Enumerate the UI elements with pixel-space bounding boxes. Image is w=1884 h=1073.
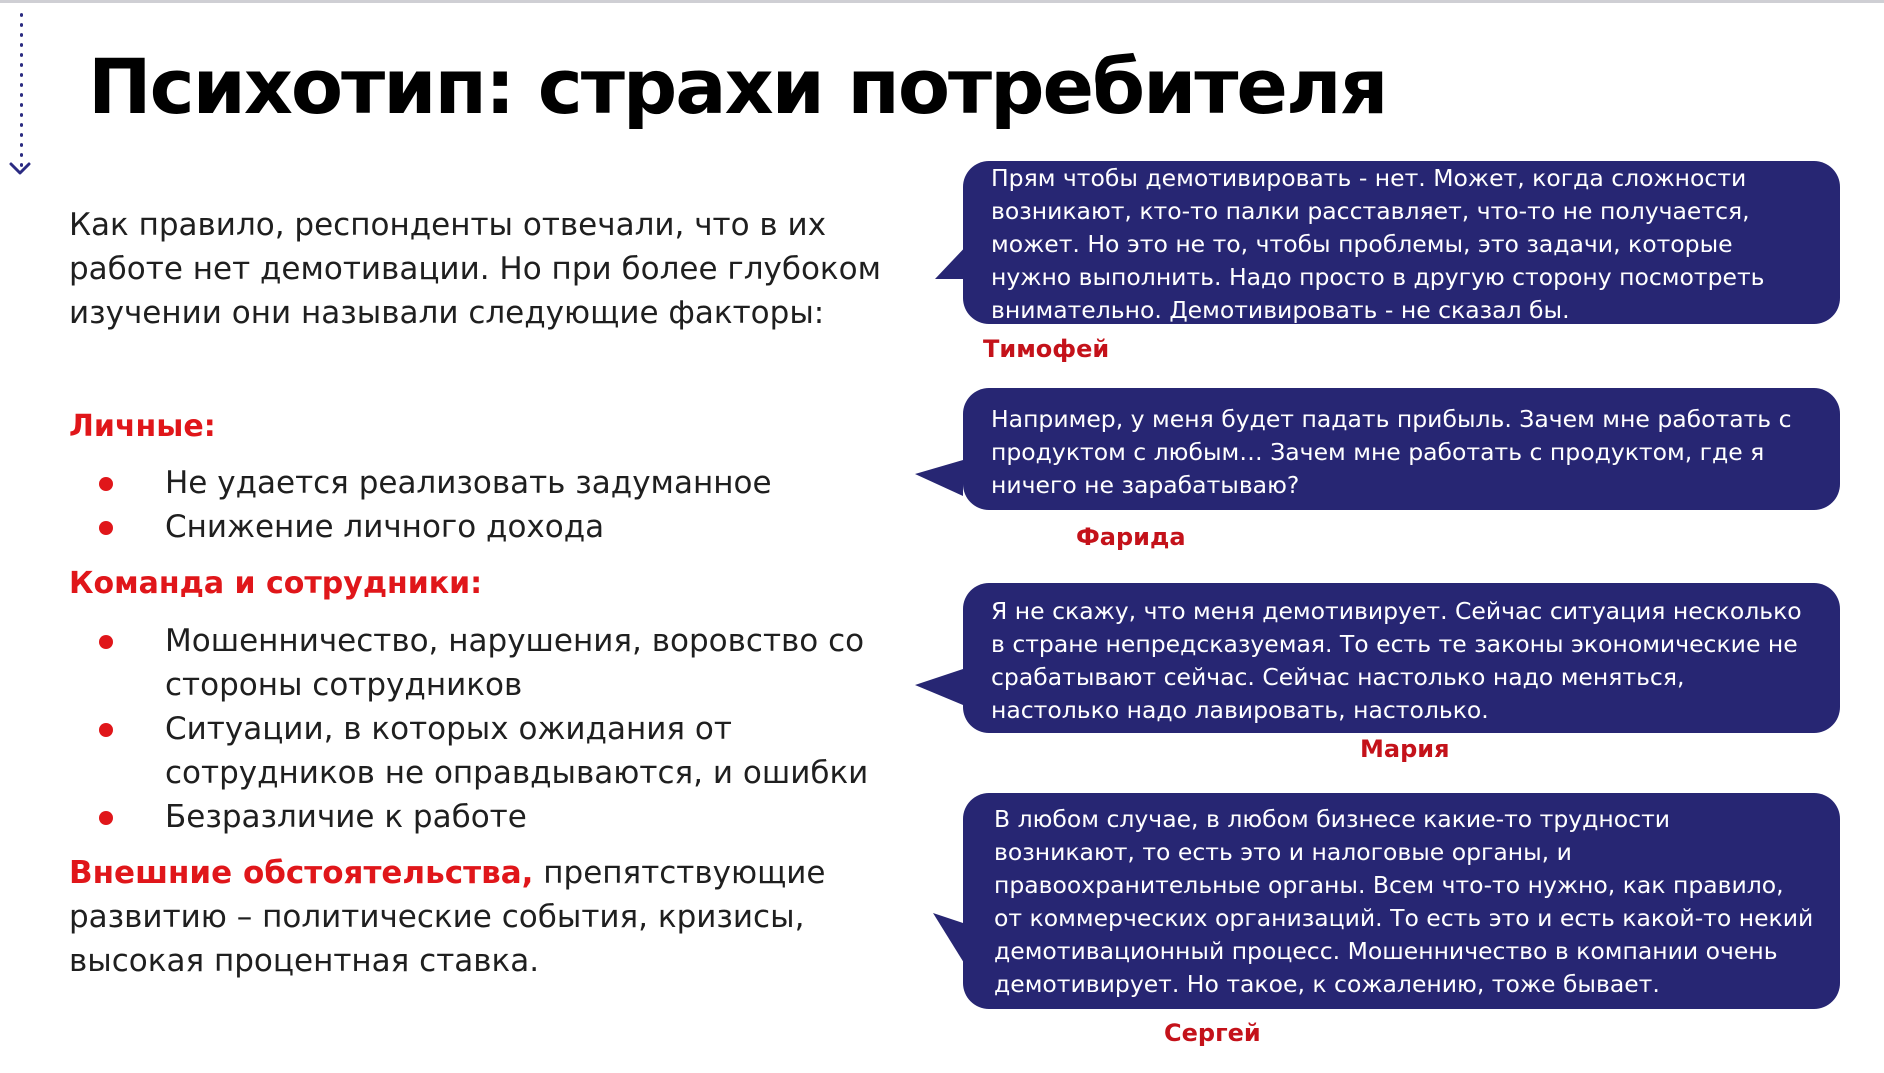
dotted-line-decoration — [20, 10, 23, 168]
external-factors-text: препятствующие развитию – политические события, кризисы, высокая процентная ставка. — [69, 855, 826, 979]
list-item-text: Мошенничество, нарушения, воровство со стороны сотрудников — [165, 623, 865, 703]
speaker-name: Мария — [1360, 735, 1450, 763]
intro-paragraph: Как правило, респонденты отвечали, что в их работе нет демотивации. Но при более глубоком изучении они называли следующие факторы: — [69, 207, 882, 331]
team-heading: Команда и сотрудники: — [69, 566, 483, 601]
quote-bubble-4 — [963, 793, 1840, 1009]
arrow-down-icon — [9, 158, 31, 178]
top-divider — [0, 0, 1884, 3]
team-list — [0, 619, 905, 839]
personal-list — [0, 461, 905, 549]
bullet-icon — [99, 723, 113, 737]
list-item — [0, 505, 905, 549]
bullet-icon — [99, 521, 113, 535]
list-item-text: Безразличие к работе — [165, 799, 527, 835]
quote-text: Я не скажу, что меня демотивирует. Сейчас ситуация несколько в стране непредсказуемая. То есть те законы экономические не срабатывают сейчас. Сейчас настолько надо меняться, настолько надо лавировать, настолько. — [991, 597, 1802, 724]
quote-text: Прям чтобы демотивировать - нет. Может, когда сложности возникают, кто-то палки расставляет, что-то не получается, может. Но это не то, чтобы проблемы, это задачи, которые нужно выполнить. Надо просто в другую сторону посмотреть внимательно. Демотивировать - не сказал бы. — [991, 164, 1765, 324]
list-item-text: Не удается реализовать задуманное — [165, 465, 772, 501]
external-factors — [69, 851, 909, 983]
list-item — [0, 707, 905, 795]
speaker-name: Сергей — [1164, 1019, 1261, 1047]
speech-tail-icon — [935, 241, 975, 281]
speech-tail-icon — [915, 669, 967, 709]
list-item — [0, 461, 905, 505]
list-item-text: Снижение личного дохода — [165, 509, 605, 545]
quote-text: В любом случае, в любом бизнесе какие-то трудности возникают, то есть это и налоговые органы, и правоохранительные органы. Всем что-то нужно, как правило, от коммерческих организаций. То есть это и есть какой-то некий демотивационный процесс. Мошенничество в компании очень демотивирует. Но такое, к сожалению, тоже бывает. — [994, 805, 1814, 998]
speech-tail-icon — [933, 913, 973, 973]
bullet-icon — [99, 635, 113, 649]
quote-bubble-3 — [963, 583, 1840, 733]
bullet-icon — [99, 477, 113, 491]
speaker-name: Тимофей — [983, 335, 1110, 363]
bullet-icon — [99, 811, 113, 825]
slide-title: Психотип: страхи потребителя — [88, 42, 1387, 131]
personal-heading: Личные: — [69, 409, 216, 444]
speaker-name: Фарида — [1076, 523, 1186, 551]
list-item-text: Ситуации, в которых ожидания от сотрудников не оправдываются, и ошибки — [165, 711, 869, 791]
speech-tail-icon — [915, 460, 967, 500]
list-item — [0, 795, 905, 839]
quote-bubble-1 — [963, 161, 1840, 324]
external-factors-heading: Внешние обстоятельства, — [69, 855, 534, 891]
list-item — [0, 619, 905, 707]
quote-text: Например, у меня будет падать прибыль. Зачем мне работать с продуктом с любым… Зачем мне работать с продуктом, где я ничего не зарабатываю? — [991, 405, 1792, 499]
quote-bubble-2 — [963, 388, 1840, 510]
